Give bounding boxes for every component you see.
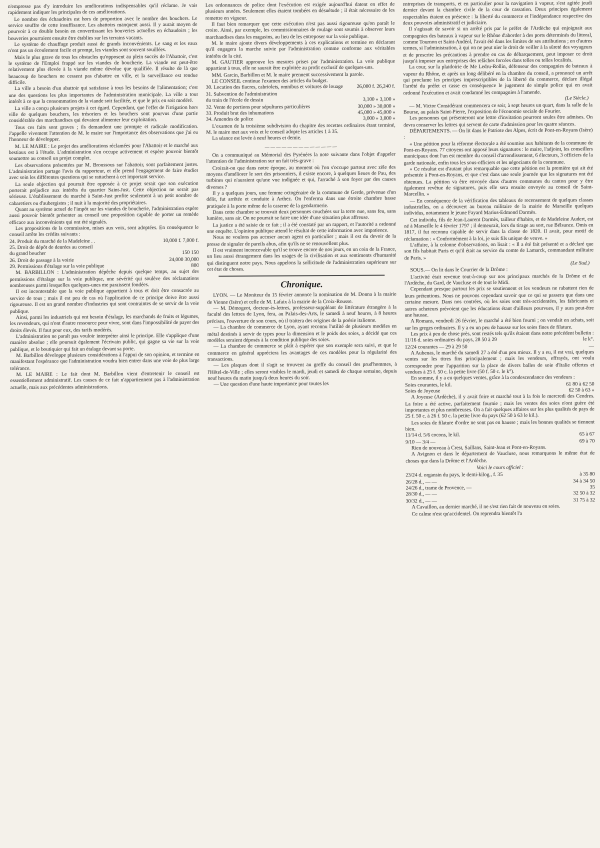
paragraph: M. Barbillon développe plusieurs considérations à l'appui de son opinion, et termine en manifestant l'espérance que l'administration voudra bien entrer dans une voie de plus large tolérance. [10,352,199,372]
paragraph: A Romans, vendredi 26 février, le marché a été bien fourni ; on vendait en achats, soit sur les greges ordinaires. Il y a eu un peu de hausse sur les soies fines de filature. [405,318,594,332]
price-label: 24/26 d., trame de Provence, — [406,485,586,492]
paragraph: Cependant presque partout les prix se soutiennent et les vendeurs ne rabattent rien de leurs prétentions. Nous ne pouvons cependant savoir que ce qui se passera que dans une certaine mesure. Dans nos contrées, où les soies sont très-accidentées, les fabricants et autres acheteurs prévoient que les éducations étant d'ailleurs pourvues, il y aura peut-être une hausse. [404,286,594,319]
paragraph: Il est vraiment inconcevable qu'il se trouve encore de nos jours, en un coin de la France, un lieu aussi étrangement dans les usages de la civilisation et aux sentiments d'humanité qui distinguent notre pays. Nous appelons la sollicitude de l'administration supérieure sur cet état de choses. [207,247,396,274]
paragraph: En somme, il y a eu quelques ventes, grâce à la condescendance des vendeurs : [405,375,594,383]
budget-label: 31. Subvention de l'administration [206,90,391,97]
price-amount: 35 [590,485,595,491]
paragraph: L'administration ne paraît pas vouloir interpréter ainsi le principe. Elle s'applique d'une manière absolue ; elle poursuit également l'écrivain public, qui gagne sa vie sur la voie publique, et le boutiquier qui fait un étalage devant sa porte. [10,333,199,353]
price-label: 12/24 courantes — 29 à 29 50 [405,343,585,350]
price-label: Soies courantes, le kil. [405,381,562,388]
paragraph: Ce calme n'est qu'accidentel. On reprendra bientôt l'a [406,510,595,518]
paragraph: La séance est levée à neuf heures et demie. [206,135,395,143]
price-label: 11/16 d. soies ordinaires du pays, 28 50 à 29 [405,337,579,344]
budget-label: du train de l'école de dessin [206,97,359,104]
price-label: 28/30 d., — — [406,491,570,498]
price-table [406,472,596,505]
budget-label: 26. Droit de passage à la voirie [10,257,166,264]
price-amount: 69 à 70 [579,438,594,444]
paragraph: — M. Victor Considérant commencera ce soir, à sept heures un quart, dans la salle de la Bourse, au palais Saint-Pierre, l'exposition de l'économie sociale de Fourier. [403,102,592,116]
paragraph: Mais le plus grave de tous les obstacles qu'opposent au plein succès de l'Abattoir, c'est le système de l'Emploi frappé sur les viandes de boucherie. La viande est peut-être relativement plus élevée à la viande même dévolue que qualifiée. Il résulte de là que beaucoup de bouchers ne cessent pas d'abattre en ville, et la surveillance est rendue difficile. [8,54,198,87]
budget-table [206,84,396,123]
paragraph: Les ordonnances de police dont l'exécution est exigée aujourd'hui datent en effet de plusieurs années. Seulement elles étaient tombées en désuétude ; il était nécessaire de les remettre en vigueur. [205,2,394,22]
column-1 [8,3,202,840]
section-heading-chronique: Chronique. [207,279,396,291]
paragraph: « Ce résultat est d'autant plus remarquable que cette pétition est la première qui ait été présentée à Pont-en-Royans, et que c'est dans une seule journée que les signatures ont été obtenues. La pétition va être envoyée dans d'autres communes du canton pour y être également revêtue de signatures, puis elle sera ensuite envoyée au conseil de Saint-Marcellin. » [404,165,594,198]
budget-amount: 30,000 » 30,000 » [358,103,396,110]
budget-amount: 45,000 » 45,000 » [358,109,396,116]
paragraph: Les personnes qui présenteront une lettre d'invitation pourront seules être admises. On devra conserver les lettres qui servent de carte d'admission pour les quatre séances. [403,115,592,129]
paragraph: Les observations présentées par M. Broussous sur l'abattoir, sont parfaitement justes. L'administration partage l'avis du rapporteur, et elle prend l'engagement de faire étudier avec soin les différentes questions qui se rattachent à cet important service. [9,161,198,181]
paragraph: LYON. — Le Moniteur du 15 février annonce la nomination de M. Donna à la mairie de Vienne (Isère) et celle de M. Lafaix à la mairie de la Croix-Rousse. [207,292,396,306]
column-2 [205,2,399,839]
paragraph: « Une pétition pour la réforme électorale a été soumise aux habitants de la commune de Pont-en-Royans. 77 citoyens ont apposé leurs signatures : le maire, l'adjoint, les conseillers municipaux dont l'un est membre du conseil d'arrondissement, 6 électeurs, 3 officiers de la garde nationale, enfin tous les sous-officiers et les négociants de la commune. [404,140,593,167]
paragraph: M. BARBILLON : L'administration dépêche depuis quelque temps, au sujet des permissions d'étalage sur la voie publique, une sévérité qui soulève des réclamations nombreuses parmi lesquelles quelques-unes me paraissent fondées. [10,269,199,289]
paragraph: La ville a besoin d'un abattoir qui satisfasse à tous les besoins de l'alimentation; c'est une des questions les plus importantes de l'administration municipale. La ville a tout intérêt à ce que la consommation de la viande soit facilitée, et que le prix en soit modéré. [9,85,198,105]
budget-label: 30. Location des fiacres, cabriolets, omnibus et voitures de louage [206,84,353,91]
price-label: 30/32 d., — — [406,497,570,504]
separator: — — — — — — — — — — — — — [206,143,395,151]
budget-label: 25. Droit de dépôt de denrées au conseil [9,244,194,251]
source-credit: (Le Sud.) [404,261,593,269]
paragraph: Il s'agissait de savoir si un arrêté pris par le préfet de l'Ardèche qui enjoignait aux compagnies des bateaux à vapeur sur le Rhône d'aborder à des ports déterminés du littoral, comme Tournon et Saint-Andéol, l'avait été dans les limites de ses attributions ; en d'autres termes, si l'administration, à qui on ne peut nier le droit de veiller à la sûreté des voyageurs et de prescrire les précautions à prendre en cas de débarquement, peut imposer ce droit jusqu'à imposer aux entreprises des relâches forcées dans telles ou telles localités. [403,26,593,65]
paragraph: n'empresse pas d'y introduire les améliorations indispensables qu'il réclame. Je vais rapidement indiquer les principales de ces améliorations. [8,3,197,17]
price-amount: à 35 80 [580,472,595,478]
price-table [405,337,594,351]
price-amount: 61 80 à 62 50 [566,381,594,388]
paragraph: Nous ne voulons pas accuser aucun agent en particulier ; mais il est du devoir de la presse de signaler de pareils abus, afin qu'ils ne se renouvellent plus. [207,234,396,248]
budget-label: 24. Produit du marché de la Madeleine . . [9,238,158,245]
column-3 [403,0,597,837]
price-amount: 31 75 à 32 [573,497,595,503]
paragraph: On a communiqué au Mémorial des Pyrénées la note suivante dans l'objet d'appeler l'attention de l'administration sur un fait très-grave : [206,152,395,166]
price-label: Soies de Joyeuse [405,388,565,395]
paragraph: A Aubenas, le marché du samedi 27 a été d'un peu mieux. Il y a eu, il est vrai, quelques ventes sur les titres fins principalement ; mais les vendeurs, effrayés, ont voulu correspondre pour l'apparition sur la place de divers balles de soie d'Italie offertes et vendues à 25 f. 50 c. la petite livre (50 f. 50 c. le k°). [405,349,594,376]
paragraph: La seule objection qui pourrait être opposée à ce projet serait que son exécution porterait préjudice aux intérêts du quartier Saint-Just. Cette objection ne serait pas sérieuse. L'établissement du marché à Saint-Just profite seulement à un petit nombre de cabaretiers ou d'aubergistes ; il nuit à la majorité des propriétaires. [9,180,198,207]
paragraph: A Cavaillon, au dernier marché, il ne s'est rien fait de nouveau en soies. [406,504,595,512]
paragraph: — La chambre de commerce de Lyon, ayant reconnu l'utilité de plusieurs modèles en métal destinés à servir de types pour la dimension et le poids des soies, a décidé que ces modèles seraient déposés à la condition publique des soies. [207,324,396,344]
price-amount: 65 à 67 [579,432,594,438]
divider [219,275,384,277]
paragraph: La ville a conçu plusieurs projets à cet égard. Cependant, que l'effet de l'irrigation hors ville de quelques bouchers, les trésoriers et les bouchers sont pourvus d'une partie considérable des marchandises qui devaient alimenter leur exploitation. [9,104,198,124]
paragraph: M. LE MAIRE : Le projet des améliorations réclamées pour l'Abattoir et le marché aux bestiaux est à l'étude. L'administration s'en occupe activement et espère pouvoir bientôt soumettre au conseil un projet complet. [9,142,198,162]
paragraph: A Avignon et dans le département de Vaucluse, nous remarquons le même état de choses que dans la Drôme et l'Ardèche. [405,451,594,465]
price-amount: 62 50 à 63 » [569,387,595,394]
paragraph: SOUS.— On lit dans le Courrier de la Drôme : [404,267,593,275]
paragraph: Il est incontestable que la voie publique appartient à tous et doit être consacrée au service de tous ; mais il est peu de cas où l'application de ce principe doive être aussi rigoureuse. Il est un grand nombre d'industries qui sont contraintes de se servir de la voie publique. [10,288,199,315]
paragraph: Cet individu, fils de Jean-Laurent Darmès, tailleur d'habits, et de Madeleine Audert, est né à Marseille le 4 février 1797 ; il demeurait, lors du tirage au sort, rue Bélsunce. Omis en 1817, il fut reconnu capable de servir dans la classe de 1820. Il avait, pour motif de réclamation : « Conformément à la loi, je suis fils unique de veuve. » [404,216,593,243]
paragraph: La justice a été saisie de ce fait ; il a été constaté par un rapport, et l'autorité a ordonné une enquête. L'opinion publique attend le résultat de cette information avec impatience. [207,221,396,235]
budget-label: 34. Amendes de police [206,116,359,123]
paragraph: MM. Garcin, Barbillon et M. le maire prennent successivement la parole. [206,71,395,79]
paragraph: Les prix à peu de chose près, sont restés tels qu'ils étaient dans notre précédent bulletin : [405,330,594,338]
paragraph: — Une question d'une haute importance pour toutes les [208,381,397,389]
budget-amount: 800 [191,263,199,269]
paragraph: Les propositions de la commission, mises aux voix, sont adoptées. En conséquence le conseil arrête les crédits suivants : [9,225,198,239]
budget-label: 33. Produit brut des inhumations [206,110,354,117]
newspaper-page [8,0,597,840]
budget-amount: 24,000 30,000 [169,257,199,264]
paragraph: — En conséquence de la vérification des tableaux de recensement de quelques classes industrielles, on a découvert au bureau militaire de la mairie de Marseille quelques individus, notamment le jeune Fayard Marius-Edmond Darmès. [404,197,593,217]
paragraph: DÉPARTEMENTS. — On lit dans le Patriote des Alpes, écrit de Pont-en-Royans (Isère) : [403,127,592,141]
paragraph: La cour, sur la plaidoirie de Me Ledru-Rollin, défenseur des compagnies de bateaux à vapeur du Rhône, et après un long délibéré en la chambre du conseil, a prononcé un arrêt qui proclame les principes imprescriptibles de la liberté du commerce, déclare illégal l'arrêté du préfet et casse en conséquence le jugement de simple police qui en avait ordonné l'exécution et avait condamné les compagnies à l'amende. [403,64,593,97]
budget-label: du grand boucher [10,250,179,257]
budget-label: 29. Permissions d'étalage sur la voie publique [10,263,188,270]
price-label: 11/14 d. 5/6 cocons, le kil. [405,432,575,439]
budget-amount: 3,100 » 3,100 » [363,97,395,104]
paragraph: Le nombre des échaudoirs est hors de proportion avec le nombre des bouchers. Le service souffre de cette insuffisance. Les abattoirs manquent aussi. Il y aurait moyen de pourvoir à ce double besoin en convertissant les bouveries actuelles en échaudoirs ; les bouveries pourraient ensuite être établies sur les terrains vacants. [8,16,197,43]
paragraph: Le système de chauffage produit aussi de grands inconvénients. Le sang et les eaux n'ont pas un écoulement facile et prompt, les viandes sont souvent souillées. [8,41,197,55]
paragraph: Les soies de filature d'ordre ne sont pas en hausse ; mais les bonnes qualités se tiennent bien. [405,419,594,433]
paragraph: Ainsi, parmi les industriels qui ont besoin d'étalage, les marchands de fruits et légumes, les revendeurs, qui n'ont d'autre ressource pour vivre, sont dans l'impossibilité de payer des droits élevés. Il faut pour eux, des tarifs modérés. [10,314,199,334]
price-amount: le k°. [583,337,594,343]
price-label: 23/24 d. organsin du pays, le demi-kilog., f. 35 [406,472,576,479]
price-amount: 34 à 34 50 [573,478,595,484]
paragraph: M. le maire ajoute divers développements à ces explications et termine en déclarant qu'il engagera la marche suivie par l'administration comme conforme aux véritables intérêts de la cité. [206,40,395,60]
paragraph: Croirait-on que dans notre époque, au moment où l'on s'occupe partout avec zèle des moyens d'améliorer le sort des prisonniers, il existe encore, à quelques lieues de Pau, des turbines qui n'auraient qu'une vue indignée et qui, l'arraché à son foyer par des causes diverses ? [206,164,395,191]
budget-amount: 150 150 [182,250,199,256]
paragraph: L'activité était revenue tout-à-coup sur nos principaux marchés de la Drôme et de l'Ardèche, du Gard, de Vaucluse et de tout le Midi. [404,273,593,287]
price-label: 26/28 d., — — [406,478,570,485]
paragraph: Il y a quelques jours, une femme octogénaire de la commune de Gerde, prévenue d'un délit, fut arrêtée et conduite à Arthez. On l'enferma dans une étroite chambre basse pratiquée à la porte même de la caserne de la gendarmerie. [206,190,395,210]
paragraph: Quant au système actuel de l'impôt sur les viandes de boucherie, l'administration espère aussi pouvoir bientôt présenter au conseil une proposition capable de porter un remède efficace aux inconvénients qui ont été signalés. [9,206,198,226]
paragraph: — La chambre de commerce se plaît à espérer que son exemple sera suivi, et que le commerce en général appréciera les avantages de ces modèles pour la régularité des transactions. [207,343,396,363]
paragraph: M. LE MAIRE : Le fait dont M. Barbillon vient d'entretenir le conseil est essentiellement administratif. Les causes de ce fait n'appartiennent pas à l'administration actuelle, mais aux précédentes administrations. [10,371,199,391]
budget-amount: 10,000 f. 7,000 f. [163,238,199,245]
paragraph: Rien de nouveau à Crest, Saillans, Saint-Jean et Pont-en-Royans. [405,444,594,452]
price-label: 9/10 — 3/4 — [405,438,575,445]
paragraph: Il faut bien remarquer que cette exécution n'est pas aussi rigoureuse qu'on paraît le croire. Ainsi, par exemple, les commissionnaires de roulage sont soumis à observer leurs marchandises dans les magasins, au lieu de les entreposer sur la voie publique. [205,21,394,41]
budget-table [9,238,199,271]
price-amount: 32 50 à 32 [573,491,595,497]
paragraph: LE CONSEIL continue l'examen des articles du budget. [206,78,395,86]
budget-label: 32. Vente de portions pour sépultures particulières [206,103,354,110]
paragraph: L'affaire, à la colonne d'observations, on lisait : « Il a été fait présenté et a déclaré que son fils habitait Paris et qu'il était au service du comte de Lamarck, commandant militaire de Paris. » [404,241,593,261]
price-heading: Voici le cours officiel : [405,465,594,473]
paragraph: Tous ces faits sont graves ; ils demandent une prompte et radicale modification. J'appelle vivement l'attention de M. le maire sur l'importance des observations que j'ai eu l'honneur de développer. [9,123,198,143]
source-credit: (Le Siècle.) [403,96,592,104]
paragraph: A Joyeuse (Ardèche), il y avait foire et marché tout à la fois le mercredi des Cendres. La foire a été active, parfaitement fournie ; mais les ventes des soies n'ont guère été importantes et plus nombreuses. On a fait quelques affaires sur les plus qualités de pays de 25 f. 50 c. à 26 f. 50 c. la petite livre du pays (62 50 à 63 le kil.). [405,394,594,421]
paragraph: entreprises de transports, et en particulier pour la navigation à vapeur, s'est agitée jeudi dernier devant la chambre civile de la cour de cassation. Deux principes également respectables étaient en présence : la liberté du commerce et l'indépendance respective des deux pouvoirs administratif et judiciaire. [403,0,592,27]
budget-amount: 3,000 » 3,000 » [363,116,395,123]
paragraph: — Les plaques dont il s'agit se trouvent au greffe du conseil des prud'hommes, à l'Hôtel-de-Ville ; elles seront visibles le mardi, jeudi et samedi de chaque semaine, depuis neuf heures du matin jusqu'à deux heures du soir. [208,362,397,382]
paragraph: M. GAUTIER approuve les mesures prises par l'administration. La voie publique appartient à tous, elle ne saurait être exploitée au profit exclusif de quelques-uns. [206,59,395,73]
paragraph: L'examen de la troisième subdivision du chapitre des recettes ordinaires étant terminé, M. le maire met aux voix et le conseil adopte les articles 1 à 35. [206,122,395,136]
paragraph: Dans cette chambre se trouvait deux personnes couchées sur la terre nue, sans feu, sans lumière, sans air. On ne pourrait se faire une idée d'une situation plus affreuse. [207,209,396,223]
price-table [405,432,594,446]
paragraph: — M. Démogeot, docteur-ès-lettres, professeur-suppléant de littérature étrangère à la faculté des lettres de Lyon, fera, au Palais-des-Arts, le samedi à neuf heures, à 8 heures précises, l'ouverture de son cours, où il traitera des origines de la poésie italienne. [207,305,396,325]
budget-amount: 26,000 f. 26,240 f. [357,84,396,91]
price-amount: — [589,343,594,349]
